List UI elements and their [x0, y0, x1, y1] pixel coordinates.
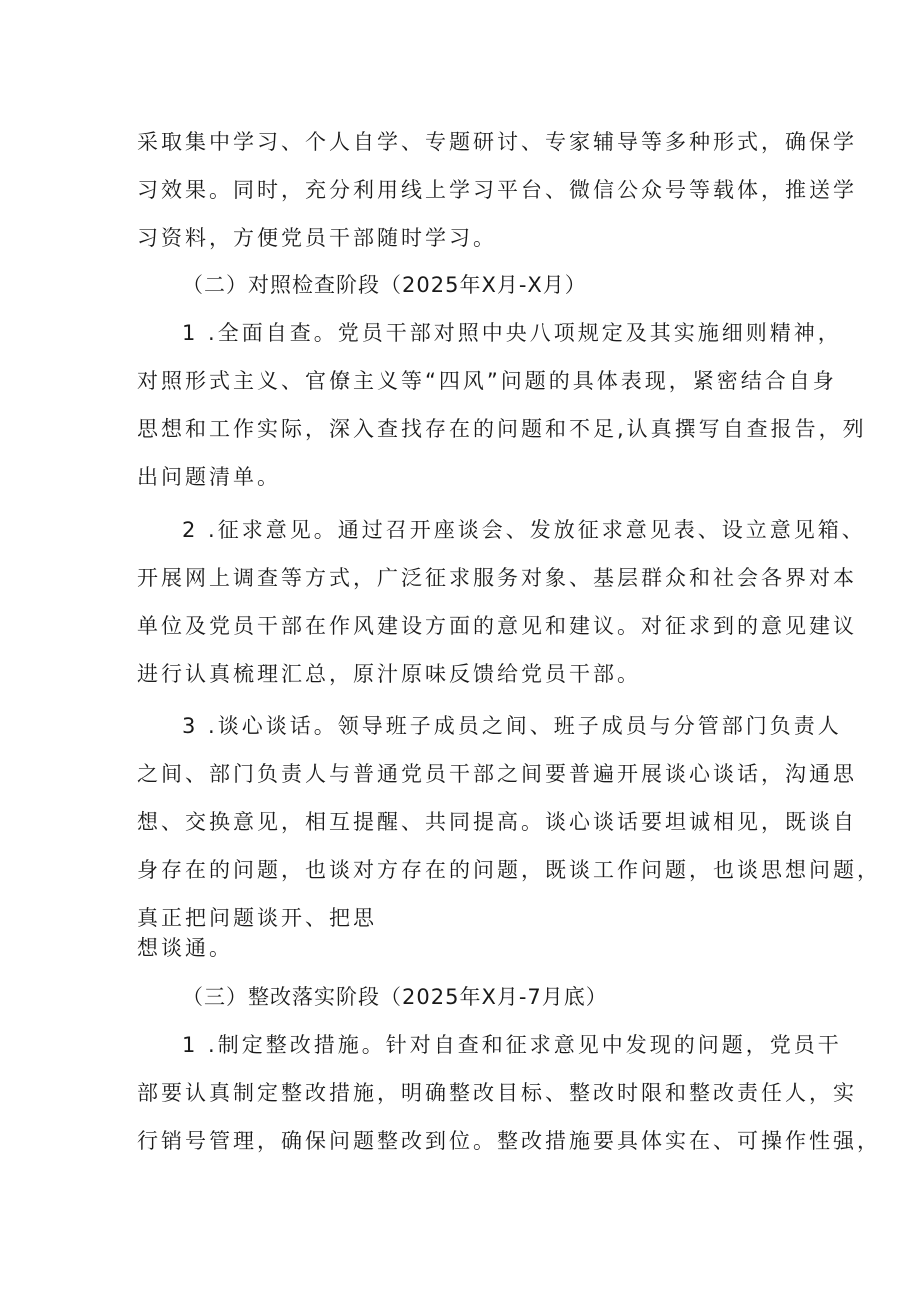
- paragraph-first-line: 1 .制定整改措施。针对自查和征求意见中发现的问题，党员干: [182, 1033, 842, 1057]
- body-text-line: 习资料，方便党员干部随时学习。: [137, 226, 497, 250]
- body-text-line: 出问题清单。: [137, 465, 281, 489]
- body-text-line: 开展网上调查等方式，广泛征求服务对象、基层群众和社会各界对本: [137, 566, 857, 590]
- paragraph-first-line: 1 .全面自查。党员干部对照中央八项规定及其实施细则精神，: [182, 321, 842, 345]
- section-heading-2: （二）对照检查阶段（2025年X月-X月）: [182, 273, 587, 297]
- body-text-line: 之间、部门负责人与普通党员干部之间要普遍开展谈心谈话，沟通思: [137, 762, 857, 786]
- body-text-line: 想谈通。: [137, 936, 233, 960]
- paragraph-first-line: 3 .谈心谈话。领导班子成员之间、班子成员与分管部门负责人: [182, 714, 842, 738]
- body-text-line: 采取集中学习、个人自学、专题研讨、专家辅导等多种形式，确保学: [137, 130, 857, 154]
- section-heading-3: （三）整改落实阶段（2025年X月-7月底）: [182, 985, 608, 1009]
- body-text-line: 想、交换意见，相互提醒、共同提高。谈心谈话要坦诚相见，既谈自: [137, 810, 857, 834]
- paragraph-first-line: 2 .征求意见。通过召开座谈会、发放征求意见表、设立意见箱、: [182, 518, 866, 542]
- body-text-line: 部要认真制定整改措施，明确整改目标、整改时限和整改责任人，实: [137, 1081, 857, 1105]
- body-text-line: 真正把问题谈开、把思: [137, 906, 377, 930]
- body-text-line: 单位及党员干部在作风建设方面的意见和建议。对征求到的意见建议: [137, 614, 857, 638]
- body-text-line: 思想和工作实际，深入查找存在的问题和不足,认真撰写自查报告，列: [137, 417, 867, 441]
- body-text-line: 进行认真梳理汇总，原汁原味反馈给党员干部。: [137, 662, 641, 686]
- body-text-line: 行销号管理，确保问题整改到位。整改措施要具体实在、可操作性强，: [137, 1129, 881, 1153]
- body-text-line: 对照形式主义、官僚主义等“四风”问题的具体表现，紧密结合自身: [137, 369, 837, 393]
- body-text-line: 身存在的问题，也谈对方存在的问题，既谈工作问题，也谈思想问题，: [137, 858, 881, 882]
- body-text-line: 习效果。同时，充分利用线上学习平台、微信公众号等载体，推送学: [137, 178, 857, 202]
